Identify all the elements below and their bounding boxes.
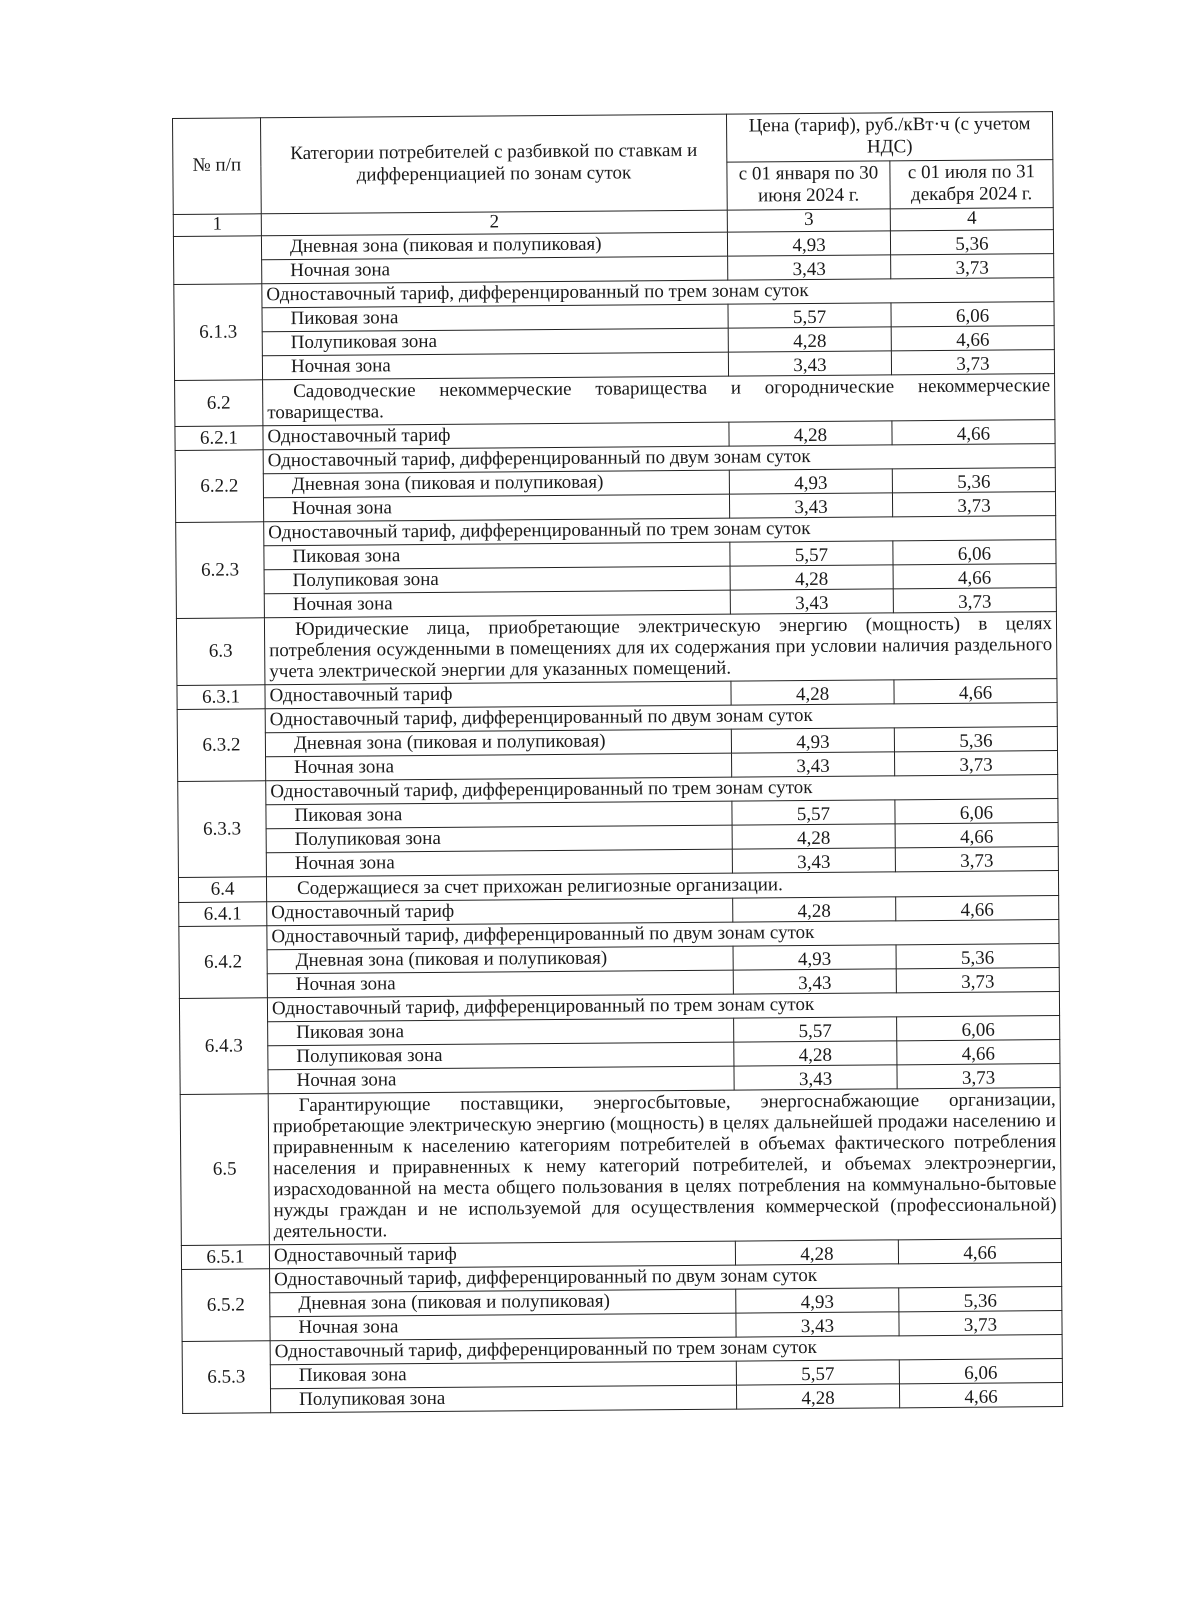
section-text [263, 374, 1055, 426]
header-price: Цена (тариф), руб./кВт·ч (с учетом НДС) [726, 112, 1052, 163]
section-text-content: Содержащиеся за счет прихожан религиозные организации. [296, 874, 783, 900]
row-number: 6.2 [175, 380, 263, 427]
value-period-1: 4,93 [736, 1288, 899, 1313]
row-label: Одноставочный тариф [267, 898, 733, 926]
row-number: 6.4.1 [179, 902, 267, 927]
value-period-2: 5,36 [892, 468, 1055, 493]
value-period-1: 5,57 [728, 303, 891, 328]
value-period-1: 3,43 [733, 969, 896, 994]
row-label: Пиковая зона [262, 304, 728, 332]
value-period-2: 5,36 [899, 1287, 1062, 1312]
value-period-2: 4,66 [895, 823, 1058, 848]
row-number: 6.3 [176, 618, 265, 686]
value-period-2: 3,73 [897, 1064, 1060, 1089]
value-period-2: 3,73 [891, 254, 1054, 279]
row-title: Одноставочный тариф, дифференцированный по трем зонам суток [262, 278, 1054, 308]
section-row [180, 1088, 1061, 1246]
value-period-1: 3,43 [736, 1312, 899, 1337]
value-period-2: 5,36 [896, 944, 1059, 969]
value-period-2: 3,73 [899, 1311, 1062, 1336]
row-label: Пиковая зона [266, 801, 732, 829]
row-label: Пиковая зона [264, 542, 730, 570]
row-label: Полупиковая зона [266, 825, 732, 853]
row-number: 6.5 [180, 1094, 269, 1246]
value-period-2: 6,06 [893, 540, 1056, 565]
value-period-2: 3,73 [895, 751, 1058, 776]
row-number: 6.5.1 [181, 1245, 269, 1270]
row-label: Одноставочный тариф [269, 1241, 735, 1269]
row-label: Полупиковая зона [268, 1042, 734, 1070]
row-label: Одноставочный тариф [263, 422, 729, 450]
row-label: Дневная зона (пиковая и полупиковая) [270, 1289, 736, 1317]
row-number: 6.2.2 [175, 450, 264, 523]
row-label: Ночная зона [266, 849, 732, 877]
row-number: 6.3.3 [178, 781, 267, 878]
row-label: Пиковая зона [268, 1018, 734, 1046]
value-period-1: 4,28 [731, 680, 894, 705]
row-number: 6.2.3 [176, 522, 265, 619]
section-text-content: Садоводческие некоммерческие товарищества и огороднические некоммерческие товарищества. [267, 375, 1051, 424]
value-period-1: 5,57 [736, 1360, 899, 1385]
row-number: 6.4 [178, 877, 266, 903]
section-row [175, 374, 1055, 427]
value-period-2: 4,66 [896, 896, 1059, 921]
row-title: Одноставочный тариф, дифференцированный по двум зонам суток [263, 444, 1055, 474]
row-number: 6.5.3 [182, 1341, 271, 1414]
header-row [173, 112, 1053, 167]
value-period-2: 6,06 [891, 302, 1054, 327]
row-title: Одноставочный тариф, дифференцированный по двум зонам суток [270, 1263, 1062, 1293]
index-cell: 4 [890, 208, 1053, 231]
value-period-2: 4,66 [897, 1040, 1060, 1065]
row-number: 6.2.1 [175, 426, 263, 451]
section-text [264, 612, 1057, 685]
row-label: Одноставочный тариф [265, 681, 731, 709]
value-period-1: 3,43 [730, 589, 893, 614]
value-period-2: 6,06 [899, 1359, 1062, 1384]
value-period-2: 3,73 [892, 492, 1055, 517]
value-period-1: 4,93 [729, 469, 892, 494]
row-number [173, 236, 261, 285]
value-period-1: 4,28 [735, 1240, 898, 1265]
value-period-1: 4,28 [733, 897, 896, 922]
value-period-1: 4,28 [728, 327, 891, 352]
header-period-1: с 01 января по 30 июня 2024 г. [727, 161, 890, 210]
value-period-1: 4,28 [730, 565, 893, 590]
value-period-2: 3,73 [891, 350, 1054, 375]
header-period-2: с 01 июля по 31 декабря 2024 г. [890, 160, 1053, 209]
header-number: № п/п [173, 118, 262, 215]
value-period-1: 3,43 [734, 1065, 897, 1090]
value-period-2: 5,36 [890, 230, 1053, 255]
value-period-1: 4,93 [733, 945, 896, 970]
row-label: Дневная зона (пиковая и полупиковая) [263, 470, 729, 498]
row-title: Одноставочный тариф, дифференцированный по двум зонам суток [265, 703, 1057, 733]
row-label: Ночная зона [262, 256, 728, 284]
row-label: Дневная зона (пиковая и полупиковая) [261, 232, 727, 260]
value-period-2: 6,06 [897, 1016, 1060, 1041]
row-title: Одноставочный тариф, дифференцированный по двум зонам суток [267, 920, 1059, 950]
value-period-1: 5,57 [730, 541, 893, 566]
row-label: Дневная зона (пиковая и полупиковая) [265, 729, 731, 757]
value-period-2: 5,36 [894, 727, 1057, 752]
section-text-content: Юридические лица, приобретающие электрическую энергию (мощность) в целях потребления осужденными в помещениях для их содержания при условии наличия раздельного учета электрической энергии для указанных помещений. [269, 613, 1053, 683]
row-label: Ночная зона [262, 352, 728, 380]
value-period-1: 4,28 [732, 824, 895, 849]
value-period-1: 4,28 [734, 1041, 897, 1066]
row-number: 6.4.3 [179, 998, 268, 1095]
value-period-1: 4,28 [736, 1384, 899, 1409]
row-title: Одноставочный тариф, дифференцированный по трем зонам суток [264, 516, 1056, 546]
row-label: Ночная зона [267, 970, 733, 998]
value-period-2: 3,73 [896, 968, 1059, 993]
value-period-1: 4,93 [731, 728, 894, 753]
value-period-2: 4,66 [894, 679, 1057, 704]
row-label: Дневная зона (пиковая и полупиковая) [267, 946, 733, 974]
header-category: Категории потребителей с разбивкой по ставкам и дифференциацией по зонам суток [261, 114, 728, 214]
row-label: Пиковая зона [270, 1361, 736, 1389]
value-period-1: 4,28 [729, 421, 892, 446]
row-label: Ночная зона [268, 1066, 734, 1094]
value-period-2: 6,06 [895, 799, 1058, 824]
row-label: Полупиковая зона [262, 328, 728, 356]
section-text-content: Гарантирующие поставщики, энергосбытовые, энергоснабжающие организации, приобретающие электрическую энергию (мощность) в целях дальнейшей продажи населению и приравненным к населению категориям потребителей в объемах фактического потребления населения и приравненных к нему категорий потребителей, и объемах электроэнергии, израсходованной на места общего пользования в целях потребления на коммунально-бытовые нужды граждан и не используемой для осуществления коммерческой (профессиональной) деятельности. [272, 1089, 1057, 1243]
row-title: Одноставочный тариф, дифференцированный по трем зонам суток [267, 992, 1059, 1022]
row-number: 6.3.1 [177, 685, 265, 710]
row-title: Одноставочный тариф, дифференцированный по трем зонам суток [270, 1335, 1062, 1365]
row-label: Полупиковая зона [264, 566, 730, 594]
value-period-2: 3,73 [895, 847, 1058, 872]
row-label: Ночная зона [270, 1313, 736, 1341]
tariff-document [172, 111, 1062, 1414]
value-period-2: 3,73 [893, 588, 1056, 613]
value-period-1: 3,43 [728, 351, 891, 376]
section-text [268, 1088, 1061, 1245]
value-period-1: 4,93 [727, 231, 890, 256]
value-period-2: 4,66 [899, 1383, 1062, 1408]
value-period-1: 3,43 [732, 848, 895, 873]
value-period-1: 3,43 [732, 752, 895, 777]
section-row [176, 612, 1057, 686]
row-number: 6.3.2 [177, 709, 266, 782]
value-period-2: 4,66 [893, 564, 1056, 589]
value-period-1: 5,57 [732, 800, 895, 825]
value-period-1: 3,43 [729, 493, 892, 518]
row-number: 6.4.2 [179, 926, 268, 999]
index-cell: 2 [261, 210, 727, 236]
row-label: Ночная зона [264, 590, 730, 618]
row-title: Одноставочный тариф, дифференцированный по трем зонам суток [266, 775, 1058, 805]
row-label: Ночная зона [263, 494, 729, 522]
value-period-2: 4,66 [892, 420, 1055, 445]
value-period-1: 5,57 [734, 1017, 897, 1042]
row-label: Ночная зона [266, 753, 732, 781]
row-number: 6.5.2 [182, 1269, 271, 1342]
tariff-table [172, 111, 1063, 1414]
value-period-1: 3,43 [728, 255, 891, 280]
value-period-2: 4,66 [891, 326, 1054, 351]
row-number: 6.1.3 [174, 284, 263, 381]
index-cell: 3 [727, 209, 890, 232]
row-label: Полупиковая зона [270, 1385, 736, 1413]
index-cell: 1 [173, 214, 261, 237]
value-period-2: 4,66 [898, 1239, 1061, 1264]
